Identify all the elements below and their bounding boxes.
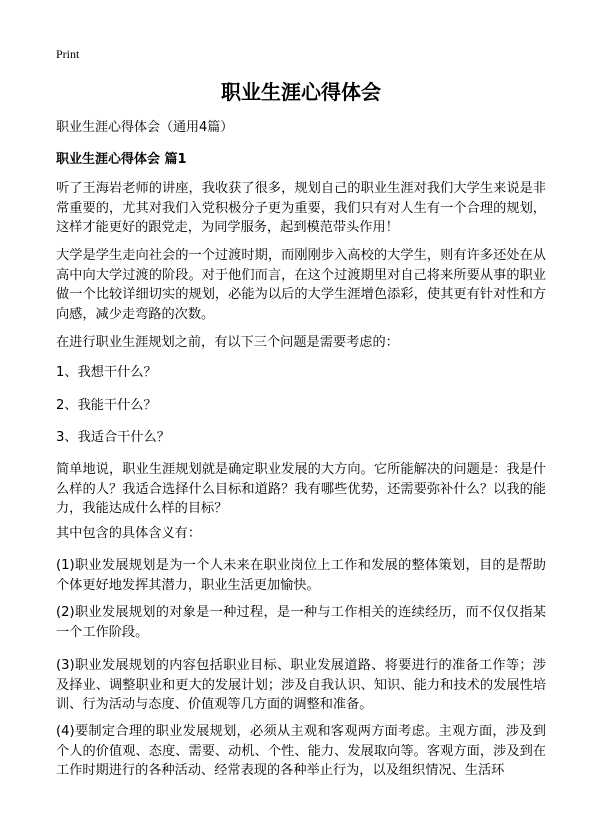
question-item-3: 3、我适合干什么？	[56, 430, 170, 445]
question-item-1: 1、我想干什么？	[56, 365, 157, 380]
paragraph-intro: 听了王海岩老师的讲座，我收获了很多，规划自己的职业生涯对我们大学生来说是非常重要的，尤其对我们入党积极分子更为重要，我们只有对人生有一个合理的规划，这样才能更好的跟党走，为同学服务，起到模范带头作用！	[56, 181, 546, 235]
print-label: Print	[56, 47, 80, 61]
meaning-item-1: (1)职业发展规划是为一个人未来在职业岗位上工作和发展的整体策划，目的是帮助个体更好地发挥其潜力，职业生活更加愉快。	[56, 558, 546, 593]
meaning-item-3: (3)职业发展规划的内容包括职业目标、职业发展道路、将要进行的准备工作等；涉及择业、调整职业和更大的发展计划；涉及自我认识、知识、能力和技术的发展性培训、行为活动与态度、价值观等几方面的调整和准备。	[56, 658, 546, 712]
document-subtitle: 职业生涯心得体会（通用4篇）	[56, 120, 234, 135]
paragraph-questions-lead: 在进行职业生涯规划之前，有以下三个问题是需要考虑的：	[56, 335, 399, 350]
question-item-2: 2、我能干什么？	[56, 398, 157, 413]
paragraph-university: 大学是学生走向社会的一个过渡时期，而刚刚步入高校的大学生，则有许多还处在从高中向大学过渡的阶段。对于他们而言，在这个过渡期里对自己将来所要从事的职业做一个比较详细切实的规划，必能为以后的大学生涯增色添彩，使其更有针对性和方向感，减少走弯路的次数。	[56, 248, 546, 322]
paragraph-definition: 简单地说，职业生涯规划就是确定职业发展的大方向。它所能解决的问题是：我是什么样的人？我适合选择什么目标和道路？我有哪些优势，还需要弥补什么？以我的能力，我能达成什么样的目标？	[56, 462, 546, 516]
section-heading: 职业生涯心得体会 篇1	[56, 152, 187, 167]
document-title: 职业生涯心得体会	[221, 80, 381, 104]
meaning-item-2: (2)职业发展规划的对象是一种过程，是一种与工作相关的连续经历，而不仅仅指某一个工作阶段。	[56, 605, 546, 640]
paragraph-meaning-lead: 其中包含的具体含义有：	[56, 526, 202, 541]
meaning-item-4: (4)要制定合理的职业发展规划，必须从主观和客观两方面考虑。主观方面，涉及到个人的价值观、态度、需要、动机、个性、能力、发展取向等。客观方面，涉及到在工作时期进行的各种活动、经常表现的各种举止行为，以及组织情况、生活环	[56, 724, 546, 778]
